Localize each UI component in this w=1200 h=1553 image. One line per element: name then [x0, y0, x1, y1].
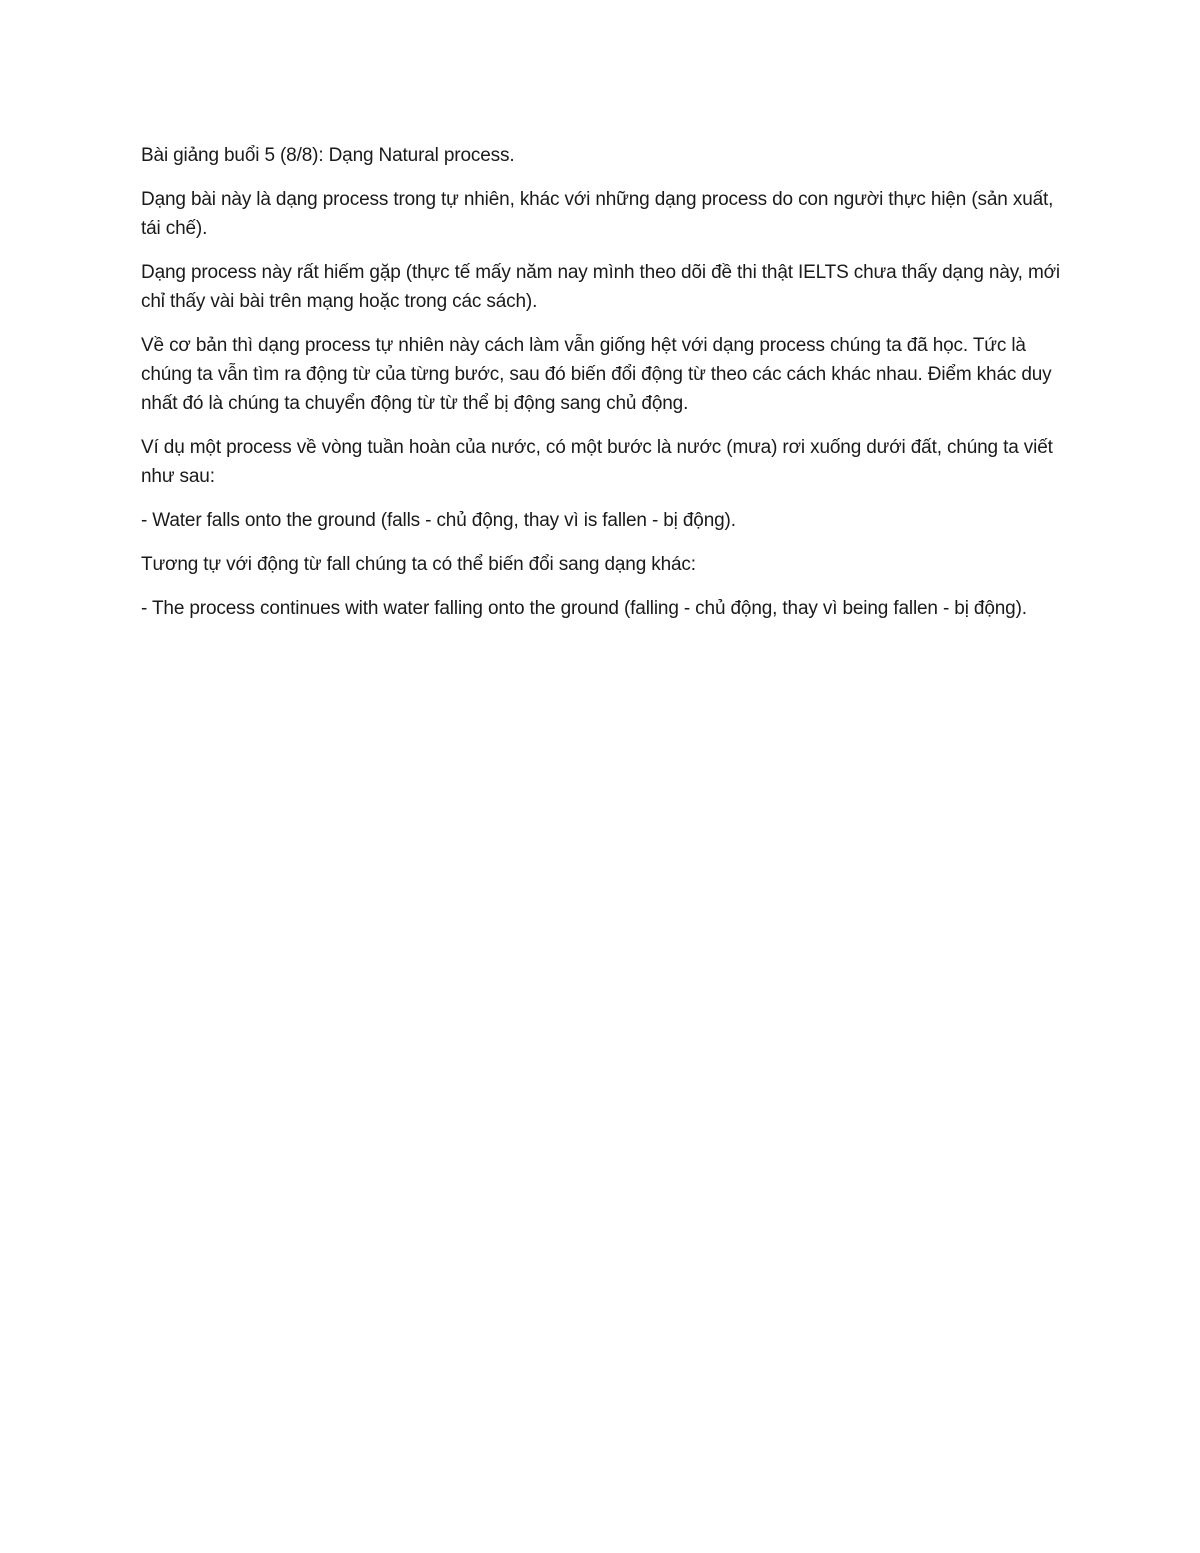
example-sentence-2: - The process continues with water falling onto the ground (falling - chủ động, thay vì being fallen - bị động). [141, 598, 1027, 619]
paragraph-method: Về cơ bản thì dạng process tự nhiên này cách làm vẫn giống hệt với dạng process chúng ta đã học. Tức là chúng ta vẫn tìm ra động từ của từng bước, sau đó biến đổi động từ theo các cách khác nhau. Điểm khác duy nhất đó là chúng ta chuyển động từ từ thể bị động sang chủ động. [141, 335, 1052, 414]
document-body [141, 141, 1066, 638]
paragraph-example-intro: Ví dụ một process về vòng tuần hoàn của nước, có một bước là nước (mưa) rơi xuống dưới đất, chúng ta viết như sau: [141, 437, 1053, 487]
paragraph-intro: Dạng bài này là dạng process trong tự nhiên, khác với những dạng process do con người thực hiện (sản xuất, tái chế). [141, 189, 1054, 239]
paragraph-variation: Tương tự với động từ fall chúng ta có thể biến đổi sang dạng khác: [141, 554, 696, 575]
paragraph-rarity: Dạng process này rất hiếm gặp (thực tế mấy năm nay mình theo dõi đề thi thật IELTS chưa thấy dạng này, mới chỉ thấy vài bài trên mạng hoặc trong các sách). [141, 262, 1060, 312]
example-sentence-1: - Water falls onto the ground (falls - chủ động, thay vì is fallen - bị động). [141, 510, 736, 531]
lesson-title: Bài giảng buổi 5 (8/8): Dạng Natural process. [141, 145, 515, 166]
